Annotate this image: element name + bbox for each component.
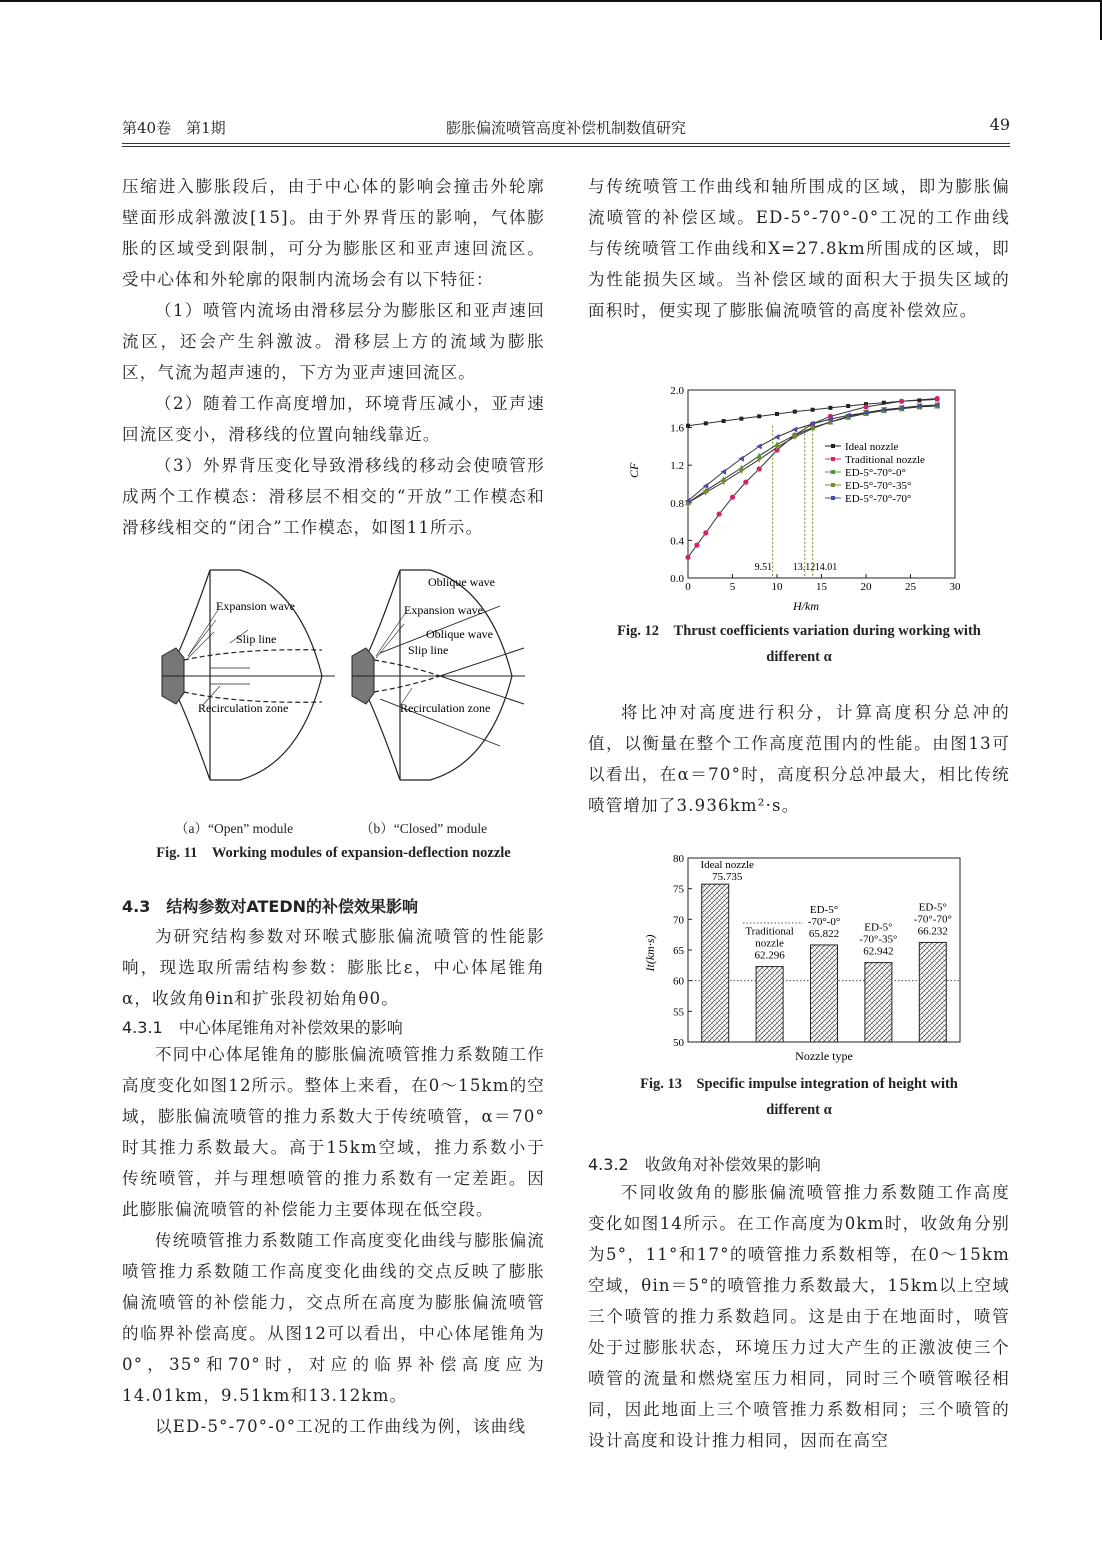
data-point	[899, 399, 904, 404]
critical-height-label: 13.12	[792, 562, 816, 573]
critical-height-label: 9.51	[754, 562, 773, 573]
figure-11-diagram	[150, 548, 530, 810]
data-point	[738, 468, 744, 474]
label-recirculation-zone: Recirculation zone	[198, 701, 289, 715]
data-point	[774, 434, 780, 440]
paragraph: 压缩进入膨胀段后，由于中心体的影响会撞击外轮廓壁面形成斜激波[15]。由于外界背压的影响，气体膨胀的区域受到限制，可分为膨胀区和亚声速回流区。受中心体和外轮廓的限制内流场会有以下特征：	[122, 177, 545, 289]
bar	[865, 963, 892, 1042]
bar-label: Ideal nozzle	[700, 859, 754, 872]
fig11-caption: Fig. 11 Working modules of expansion-deflection nozzle	[156, 845, 511, 861]
label-oblique-wave-top: Oblique wave	[428, 575, 495, 589]
y-tick-label: 1.2	[670, 460, 684, 473]
x-axis-label: Nozzle type	[795, 1049, 853, 1063]
y-axis-label: It(km·s)	[643, 934, 657, 972]
paragraph: 将比冲对高度进行积分，计算高度积分总冲的值，以衡量在整个工作高度范围内的性能。由图13可以看出，在α＝70°时，高度积分总冲最大，相比传统喷管增加了3.936km²·s。	[588, 703, 1010, 815]
fig12-caption-line1: Fig. 12 Thrust coefficients variation during working with	[617, 623, 981, 639]
bar	[756, 967, 783, 1042]
legend-marker	[831, 457, 835, 461]
paragraph: 以ED-5°-70°-0°工况的工作曲线为例，该曲线	[155, 1417, 527, 1436]
data-point	[686, 424, 690, 428]
bar-label: 62.942	[863, 945, 894, 958]
section-heading-4-3-1: 4.3.1 中心体尾锥角对补偿效果的影响	[122, 1018, 403, 1037]
bar-label: 66.232	[917, 925, 948, 938]
bar-label: 62.296	[754, 949, 785, 962]
bar-label: ED-5°	[918, 901, 947, 914]
data-point	[685, 555, 690, 560]
data-point	[793, 410, 797, 414]
y-tick-label: 0.0	[670, 573, 684, 585]
legend-marker	[831, 470, 835, 474]
paragraph: （3）外界背压变化导致滑移线的移动会使喷管形成两个工作模态：滑移层不相交的“开放”工作模态和滑移线相交的“闭合”工作模态，如图11所示。	[122, 456, 545, 537]
fig13-caption-line1: Fig. 13 Specific impulse integration of height with	[640, 1076, 958, 1092]
figure-12-chart	[627, 378, 970, 618]
fig12-caption-line2: different α	[766, 649, 832, 665]
data-point	[828, 406, 832, 410]
x-axis-label: H/km	[793, 599, 819, 613]
bar-label: Traditional	[745, 925, 794, 938]
bar	[811, 945, 838, 1042]
label-oblique-wave-mid: Oblique wave	[426, 627, 493, 641]
label-expansion-wave: Expansion wave	[216, 599, 295, 613]
fig11-panel-b	[352, 570, 525, 780]
data-point	[792, 426, 798, 432]
left-column-intro	[122, 171, 545, 543]
y-tick-label: 55	[673, 1006, 684, 1019]
legend-label: Ideal nozzle	[845, 441, 899, 453]
paragraph: 不同中心体尾锥角的膨胀偏流喷管推力系数随工作高度变化如图12所示。整体上来看，在0～15km的空域，膨胀偏流喷管的推力系数大于传统喷管，α＝70°时其推力系数最大。高于15km空域，推力系数小于传统喷管，并与理想喷管的推力系数有一定差距。因此膨胀偏流喷管的补偿能力主要体现在低空段。	[122, 1045, 545, 1219]
paragraph: 不同收敛角的膨胀偏流喷管推力系数随工作高度变化如图14所示。在工作高度为0km时，收敛角分别为5°，11°和17°的喷管推力系数相等，在0～15km空域，θin＝5°的喷管推力系数最大，15km以上空域三个喷管的推力系数趋同。这是由于在地面时，喷管处于过膨胀状态，环境压力过大产生的正激波使三个喷管的流量和燃烧室压力相同，同时三个喷管喉径相同，因此地面上三个喷管推力系数相同；三个喷管的设计高度和设计推力相同，因而在高空	[588, 1183, 1010, 1450]
y-tick-label: 70	[673, 914, 684, 927]
fig11-panel-a	[162, 570, 335, 780]
x-tick-label: 20	[860, 581, 872, 593]
y-tick-label: 75	[673, 883, 684, 896]
y-axis-label: CF	[627, 462, 641, 478]
fig13-caption-line2: different α	[766, 1102, 832, 1118]
y-tick-label: 50	[673, 1037, 684, 1049]
label-recirculation-zone-b: Recirculation zone	[400, 701, 491, 715]
data-point	[722, 419, 726, 423]
x-tick-label: 15	[816, 581, 827, 593]
x-tick-label: 5	[729, 581, 736, 593]
running-header	[122, 115, 1010, 139]
data-point	[704, 421, 708, 425]
bar-label: nozzle	[755, 937, 784, 950]
fig12-caption	[588, 618, 1010, 670]
fig13-caption	[588, 1071, 1010, 1123]
fig11-subcaption-b: （b）“Closed” module	[360, 821, 488, 836]
bar-label: -70°-70°	[913, 913, 952, 926]
data-point	[739, 417, 743, 421]
y-tick-label: 1.6	[670, 422, 684, 435]
y-tick-label: 0.4	[670, 535, 684, 548]
bar-label: -70°-0°	[807, 915, 841, 928]
section-heading-4-3-2: 4.3.2 收敛角对补偿效果的影响	[588, 1155, 821, 1174]
data-point	[730, 495, 735, 500]
data-point	[743, 480, 748, 485]
legend-label: ED-5°-70°-70°	[845, 493, 912, 505]
x-tick-label: 0	[685, 581, 691, 593]
bar	[919, 942, 946, 1042]
label-slip-line-b: Slip line	[408, 643, 449, 657]
label-expansion-wave-b: Expansion wave	[404, 603, 483, 617]
data-point	[756, 443, 762, 449]
paragraph: 为研究结构参数对环喉式膨胀偏流喷管的性能影响，现选取所需结构参数：膨胀比ε，中心体尾锥角α，收敛角θin和扩张段初始角θ0。	[122, 927, 545, 1008]
legend-label: ED-5°-70°-35°	[845, 480, 912, 492]
left-column-body	[122, 921, 545, 1014]
right-column-intro	[588, 171, 1010, 326]
x-tick-label: 25	[905, 581, 916, 593]
data-point	[694, 543, 699, 548]
legend-label: Traditional nozzle	[845, 454, 925, 466]
bar-label: 75.735	[712, 871, 743, 884]
plot-frame	[688, 390, 955, 578]
data-point	[935, 396, 940, 401]
right-column-mid	[588, 697, 1010, 821]
bar-label: -70°-35°	[859, 933, 898, 946]
data-point	[756, 457, 762, 463]
legend-label: ED-5°-70°-0°	[845, 467, 906, 479]
header-volume: 第40卷 第1期	[122, 119, 226, 137]
y-tick-label: 0.8	[670, 497, 684, 510]
data-point	[757, 414, 761, 418]
section-heading-4-3: 4.3 结构参数对ATEDN的补偿效果影响	[122, 897, 419, 916]
y-tick-label: 80	[673, 853, 684, 865]
x-tick-label: 30	[949, 581, 961, 593]
x-tick-label: 10	[771, 581, 783, 593]
right-column-body	[588, 1177, 1010, 1456]
data-point	[863, 404, 868, 409]
data-point	[811, 408, 815, 412]
bar	[702, 884, 729, 1042]
legend-marker	[831, 483, 835, 487]
data-point	[721, 480, 727, 486]
legend-marker	[831, 496, 835, 500]
paragraph: （1）喷管内流场由滑移层分为膨胀区和亚声速回流区，还会产生斜激波。滑移层上方的流域为膨胀区，气流为超声速的，下方为亚声速回流区。	[122, 301, 545, 382]
y-tick-label: 2.0	[670, 385, 684, 397]
data-point	[846, 404, 850, 408]
header-rule	[122, 143, 1010, 144]
paragraph: （2）随着工作高度增加，环境背压减小，亚声速回流区变小，滑移线的位置向轴线靠近。	[122, 394, 545, 444]
data-point	[717, 511, 722, 516]
page-number: 49	[989, 115, 1010, 134]
fig11-subcaption-a: （a）“Open” module	[175, 821, 294, 836]
header-rule-2	[122, 146, 1010, 147]
bar-label: ED-5°	[864, 921, 893, 934]
header-title: 膨胀偏流喷管高度补偿机制数值研究	[445, 119, 686, 137]
y-tick-label: 60	[673, 975, 684, 988]
label-slip-line: Slip line	[236, 632, 277, 646]
data-point	[775, 412, 779, 416]
crop-mark-top	[0, 0, 1102, 2]
critical-height-label: 14.01	[814, 562, 838, 573]
data-point	[757, 466, 762, 471]
bar-label: ED-5°	[809, 903, 839, 916]
paragraph: 与传统喷管工作曲线和轴所围成的区域，即为膨胀偏流喷管的补偿区域。ED-5°-70°-0°工况的工作曲线与传统喷管工作曲线和X=27.8km所围成的区域，即为性能损失区域。当补偿区域的面积大于损失区域的面积时，便实现了膨胀偏流喷管的高度补偿效应。	[588, 177, 1010, 320]
bar-label: 65.822	[808, 927, 840, 940]
data-point	[703, 530, 708, 535]
left-column-body-2	[122, 1039, 545, 1442]
y-tick-label: 65	[673, 945, 684, 957]
figure-13-chart	[632, 848, 972, 1068]
paragraph: 传统喷管推力系数随工作高度变化曲线与膨胀偏流喷管推力系数随工作高度变化曲线的交点反映了膨胀偏流喷管的补偿能力，交点所在高度为膨胀偏流喷管的临界补偿高度。从图12可以看出，中心体尾锥角为0°，35°和70°时，对应的临界补偿高度应为14.01km，9.51km和13.12km。	[122, 1231, 545, 1405]
legend-marker	[831, 444, 835, 448]
